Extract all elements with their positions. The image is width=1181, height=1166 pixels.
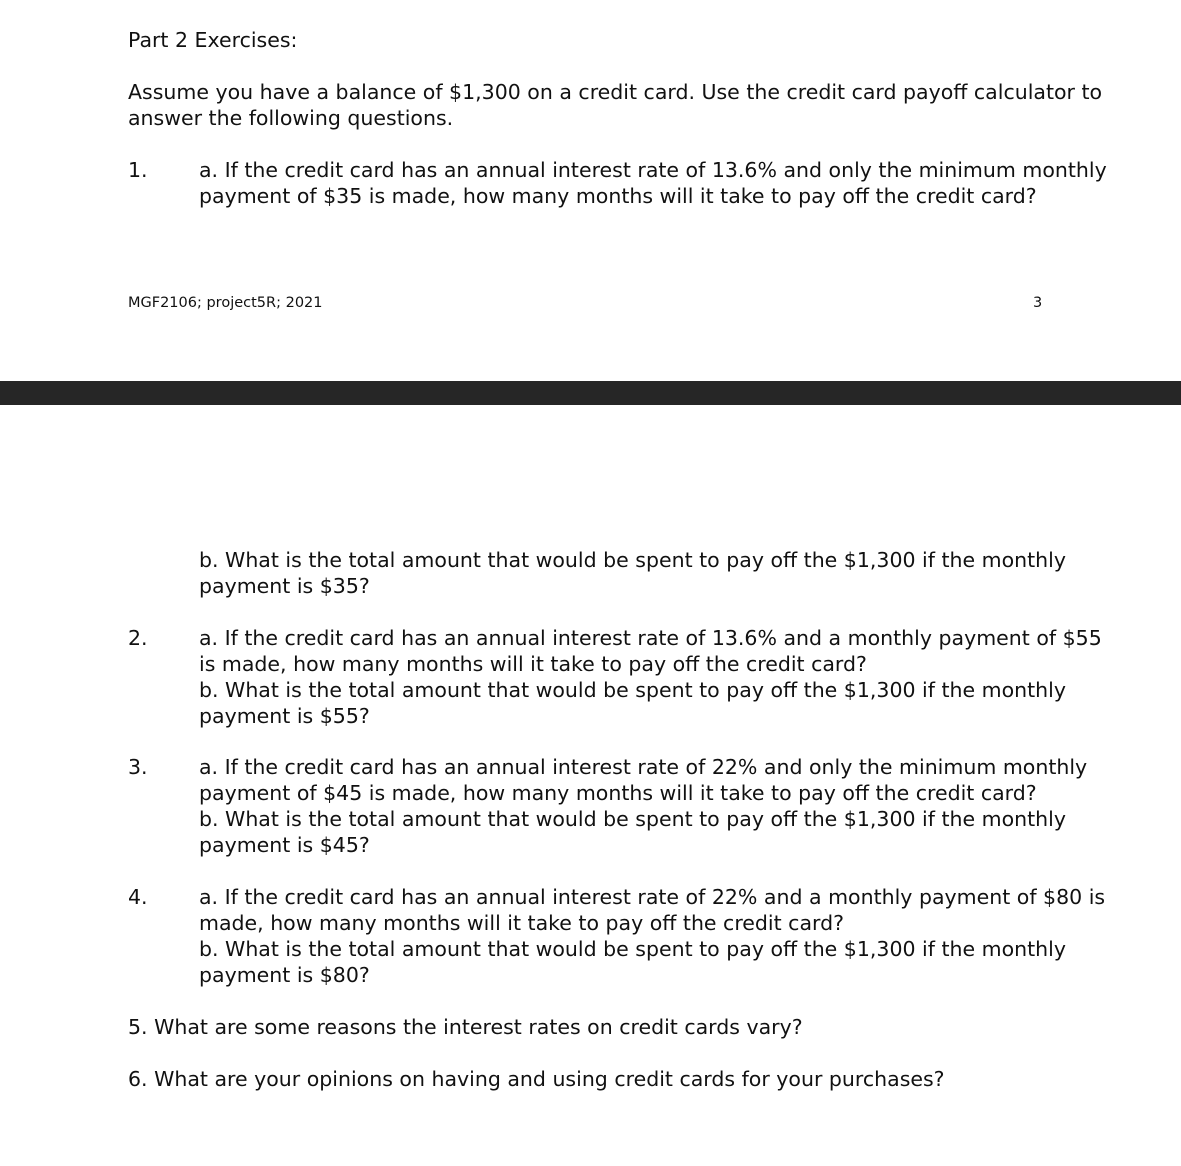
- question-2-line-2: is made, how many months will it take to pay off the credit card?: [199, 652, 867, 676]
- page-separator: [0, 381, 1181, 405]
- intro-paragraph-line-1: Assume you have a balance of $1,300 on a credit card. Use the credit card payoff calculator to: [128, 80, 1103, 104]
- question-4: [199, 884, 1105, 988]
- question-1b: [199, 547, 1066, 599]
- section-heading: Part 2 Exercises:: [128, 28, 298, 52]
- intro-paragraph-line-2: answer the following questions.: [128, 106, 454, 130]
- page-footer-course: MGF2106; project5R; 2021: [128, 295, 323, 311]
- question-4-line-1: a. If the credit card has an annual interest rate of 22% and a monthly payment of $80 is: [199, 885, 1106, 909]
- question-2: [199, 625, 1102, 729]
- question-1-number: 1.: [128, 158, 148, 182]
- question-4-line-4: payment is $80?: [199, 963, 370, 987]
- question-2-line-3: b. What is the total amount that would be spent to pay off the $1,300 if the monthly: [199, 678, 1067, 702]
- question-3: [199, 754, 1087, 858]
- question-4-line-2: made, how many months will it take to pay off the credit card?: [199, 911, 844, 935]
- question-5: 5. What are some reasons the interest rates on credit cards vary?: [128, 1015, 803, 1039]
- question-1b-line-1: b. What is the total amount that would be spent to pay off the $1,300 if the monthly: [199, 548, 1067, 572]
- question-3-line-1: a. If the credit card has an annual interest rate of 22% and only the minimum monthly: [199, 755, 1088, 779]
- question-1a-line-1: a. If the credit card has an annual interest rate of 13.6% and only the minimum monthly: [199, 158, 1107, 182]
- question-2-number: 2.: [128, 626, 148, 650]
- question-1b-line-2: payment is $35?: [199, 574, 370, 598]
- question-6: 6. What are your opinions on having and using credit cards for your purchases?: [128, 1067, 945, 1091]
- question-3-line-4: payment is $45?: [199, 833, 370, 857]
- question-3-number: 3.: [128, 755, 148, 779]
- question-4-line-3: b. What is the total amount that would be spent to pay off the $1,300 if the monthly: [199, 937, 1067, 961]
- question-3-line-2: payment of $45 is made, how many months will it take to pay off the credit card?: [199, 781, 1037, 805]
- question-1a: [199, 157, 1107, 209]
- question-3-line-3: b. What is the total amount that would be spent to pay off the $1,300 if the monthly: [199, 807, 1067, 831]
- question-2-line-4: payment is $55?: [199, 704, 370, 728]
- question-1a-line-2: payment of $35 is made, how many months will it take to pay off the credit card?: [199, 184, 1037, 208]
- question-4-number: 4.: [128, 885, 148, 909]
- page-number: 3: [1033, 295, 1043, 311]
- question-2-line-1: a. If the credit card has an annual interest rate of 13.6% and a monthly payment of $55: [199, 626, 1102, 650]
